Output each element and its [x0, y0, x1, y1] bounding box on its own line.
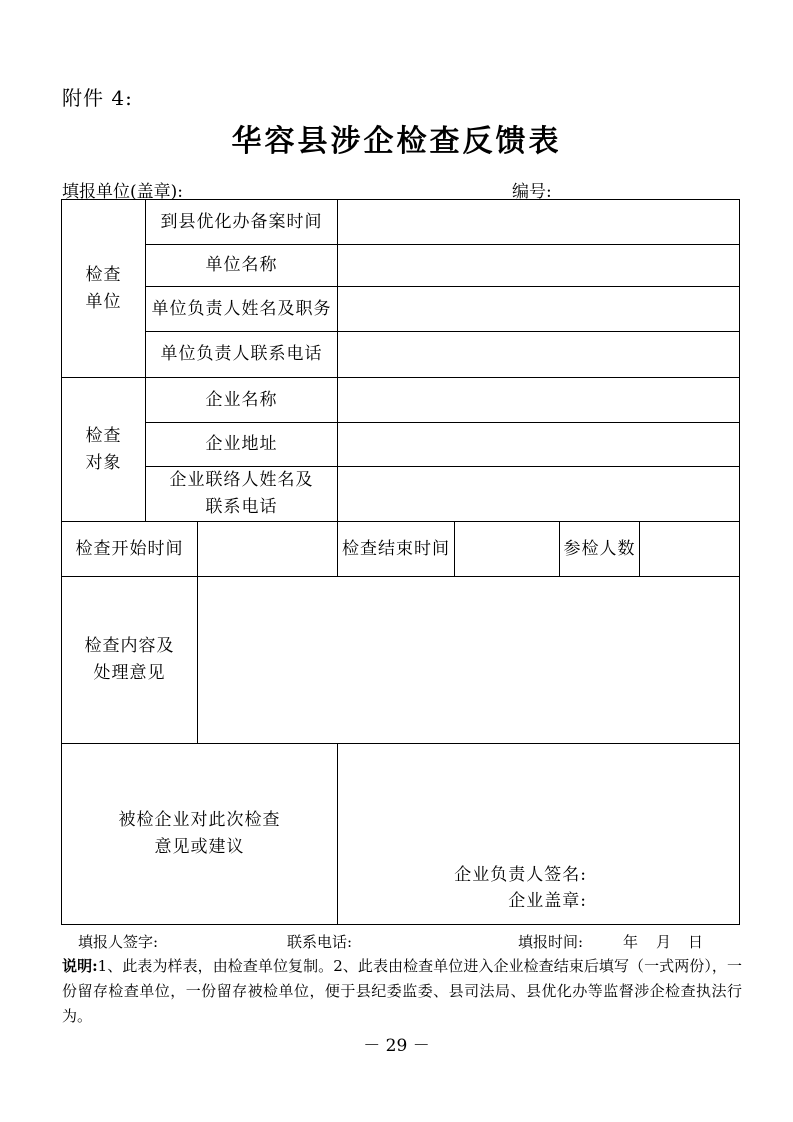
- inspecting-unit-group-label: 检查 单位: [62, 200, 146, 378]
- filler-sign-label: 填报人签字:: [78, 933, 159, 951]
- unit-head-phone-label: 单位负责人联系电话: [146, 332, 338, 378]
- registration-time-label: 到县优化办备案时间: [146, 200, 338, 245]
- start-time-field[interactable]: [198, 522, 338, 577]
- note-label: 说明:: [62, 957, 98, 975]
- fill-unit-label: 填报单位(盖章):: [62, 182, 183, 202]
- company-contact-label: 企业联络人姓名及 联系电话: [146, 467, 338, 522]
- attachment-label: 附件 4:: [62, 86, 133, 110]
- company-head-signature-label: 企业负责人签名:: [454, 865, 588, 885]
- end-time-label: 检查结束时间: [338, 522, 455, 577]
- signature-block: [454, 862, 587, 914]
- day-label: 日: [688, 933, 704, 951]
- form-title: 华容县涉企检查反馈表: [231, 124, 562, 159]
- note-paragraph: [62, 954, 742, 1029]
- company-name-label: 企业名称: [146, 378, 338, 423]
- registration-time-field[interactable]: [338, 200, 740, 245]
- unit-head-phone-field[interactable]: [338, 332, 740, 378]
- unit-head-name-title-label: 单位负责人姓名及职务: [146, 287, 338, 332]
- start-time-label: 检查开始时间: [62, 522, 198, 577]
- unit-name-label: 单位名称: [146, 245, 338, 287]
- company-seal-label: 企业盖章:: [508, 891, 588, 911]
- participants-label: 参检人数: [560, 522, 640, 577]
- company-feedback-label: 被检企业对此次检查 意见或建议: [62, 744, 338, 925]
- feedback-form-table: [61, 199, 740, 925]
- company-name-field[interactable]: [338, 378, 740, 423]
- unit-head-name-title-field[interactable]: [338, 287, 740, 332]
- inspected-object-group-label: 检查 对象: [62, 378, 146, 522]
- company-feedback-field[interactable]: [338, 744, 740, 925]
- participants-field[interactable]: [640, 522, 740, 577]
- company-address-field[interactable]: [338, 423, 740, 467]
- content-opinion-field[interactable]: [198, 577, 740, 744]
- end-time-field[interactable]: [455, 522, 560, 577]
- content-opinion-label: 检查内容及 处理意见: [62, 577, 198, 744]
- fill-time-label: 填报时间:: [518, 933, 584, 951]
- page-number: － 29 －: [363, 1036, 430, 1056]
- company-contact-field[interactable]: [338, 467, 740, 522]
- note-text: 1、此表为样表，由检查单位复制。2、此表由检查单位进入企业检查结束后填写（一式两份），一份留存检查单位，一份留存被检单位，便于县纪委监委、县司法局、县优化办等监督涉企检查执法行为。: [62, 957, 742, 1025]
- unit-name-field[interactable]: [338, 245, 740, 287]
- company-address-label: 企业地址: [146, 423, 338, 467]
- month-label: 月: [656, 933, 672, 951]
- serial-number-label: 编号:: [512, 182, 552, 202]
- year-label: 年: [623, 933, 639, 951]
- phone-label: 联系电话:: [287, 933, 353, 951]
